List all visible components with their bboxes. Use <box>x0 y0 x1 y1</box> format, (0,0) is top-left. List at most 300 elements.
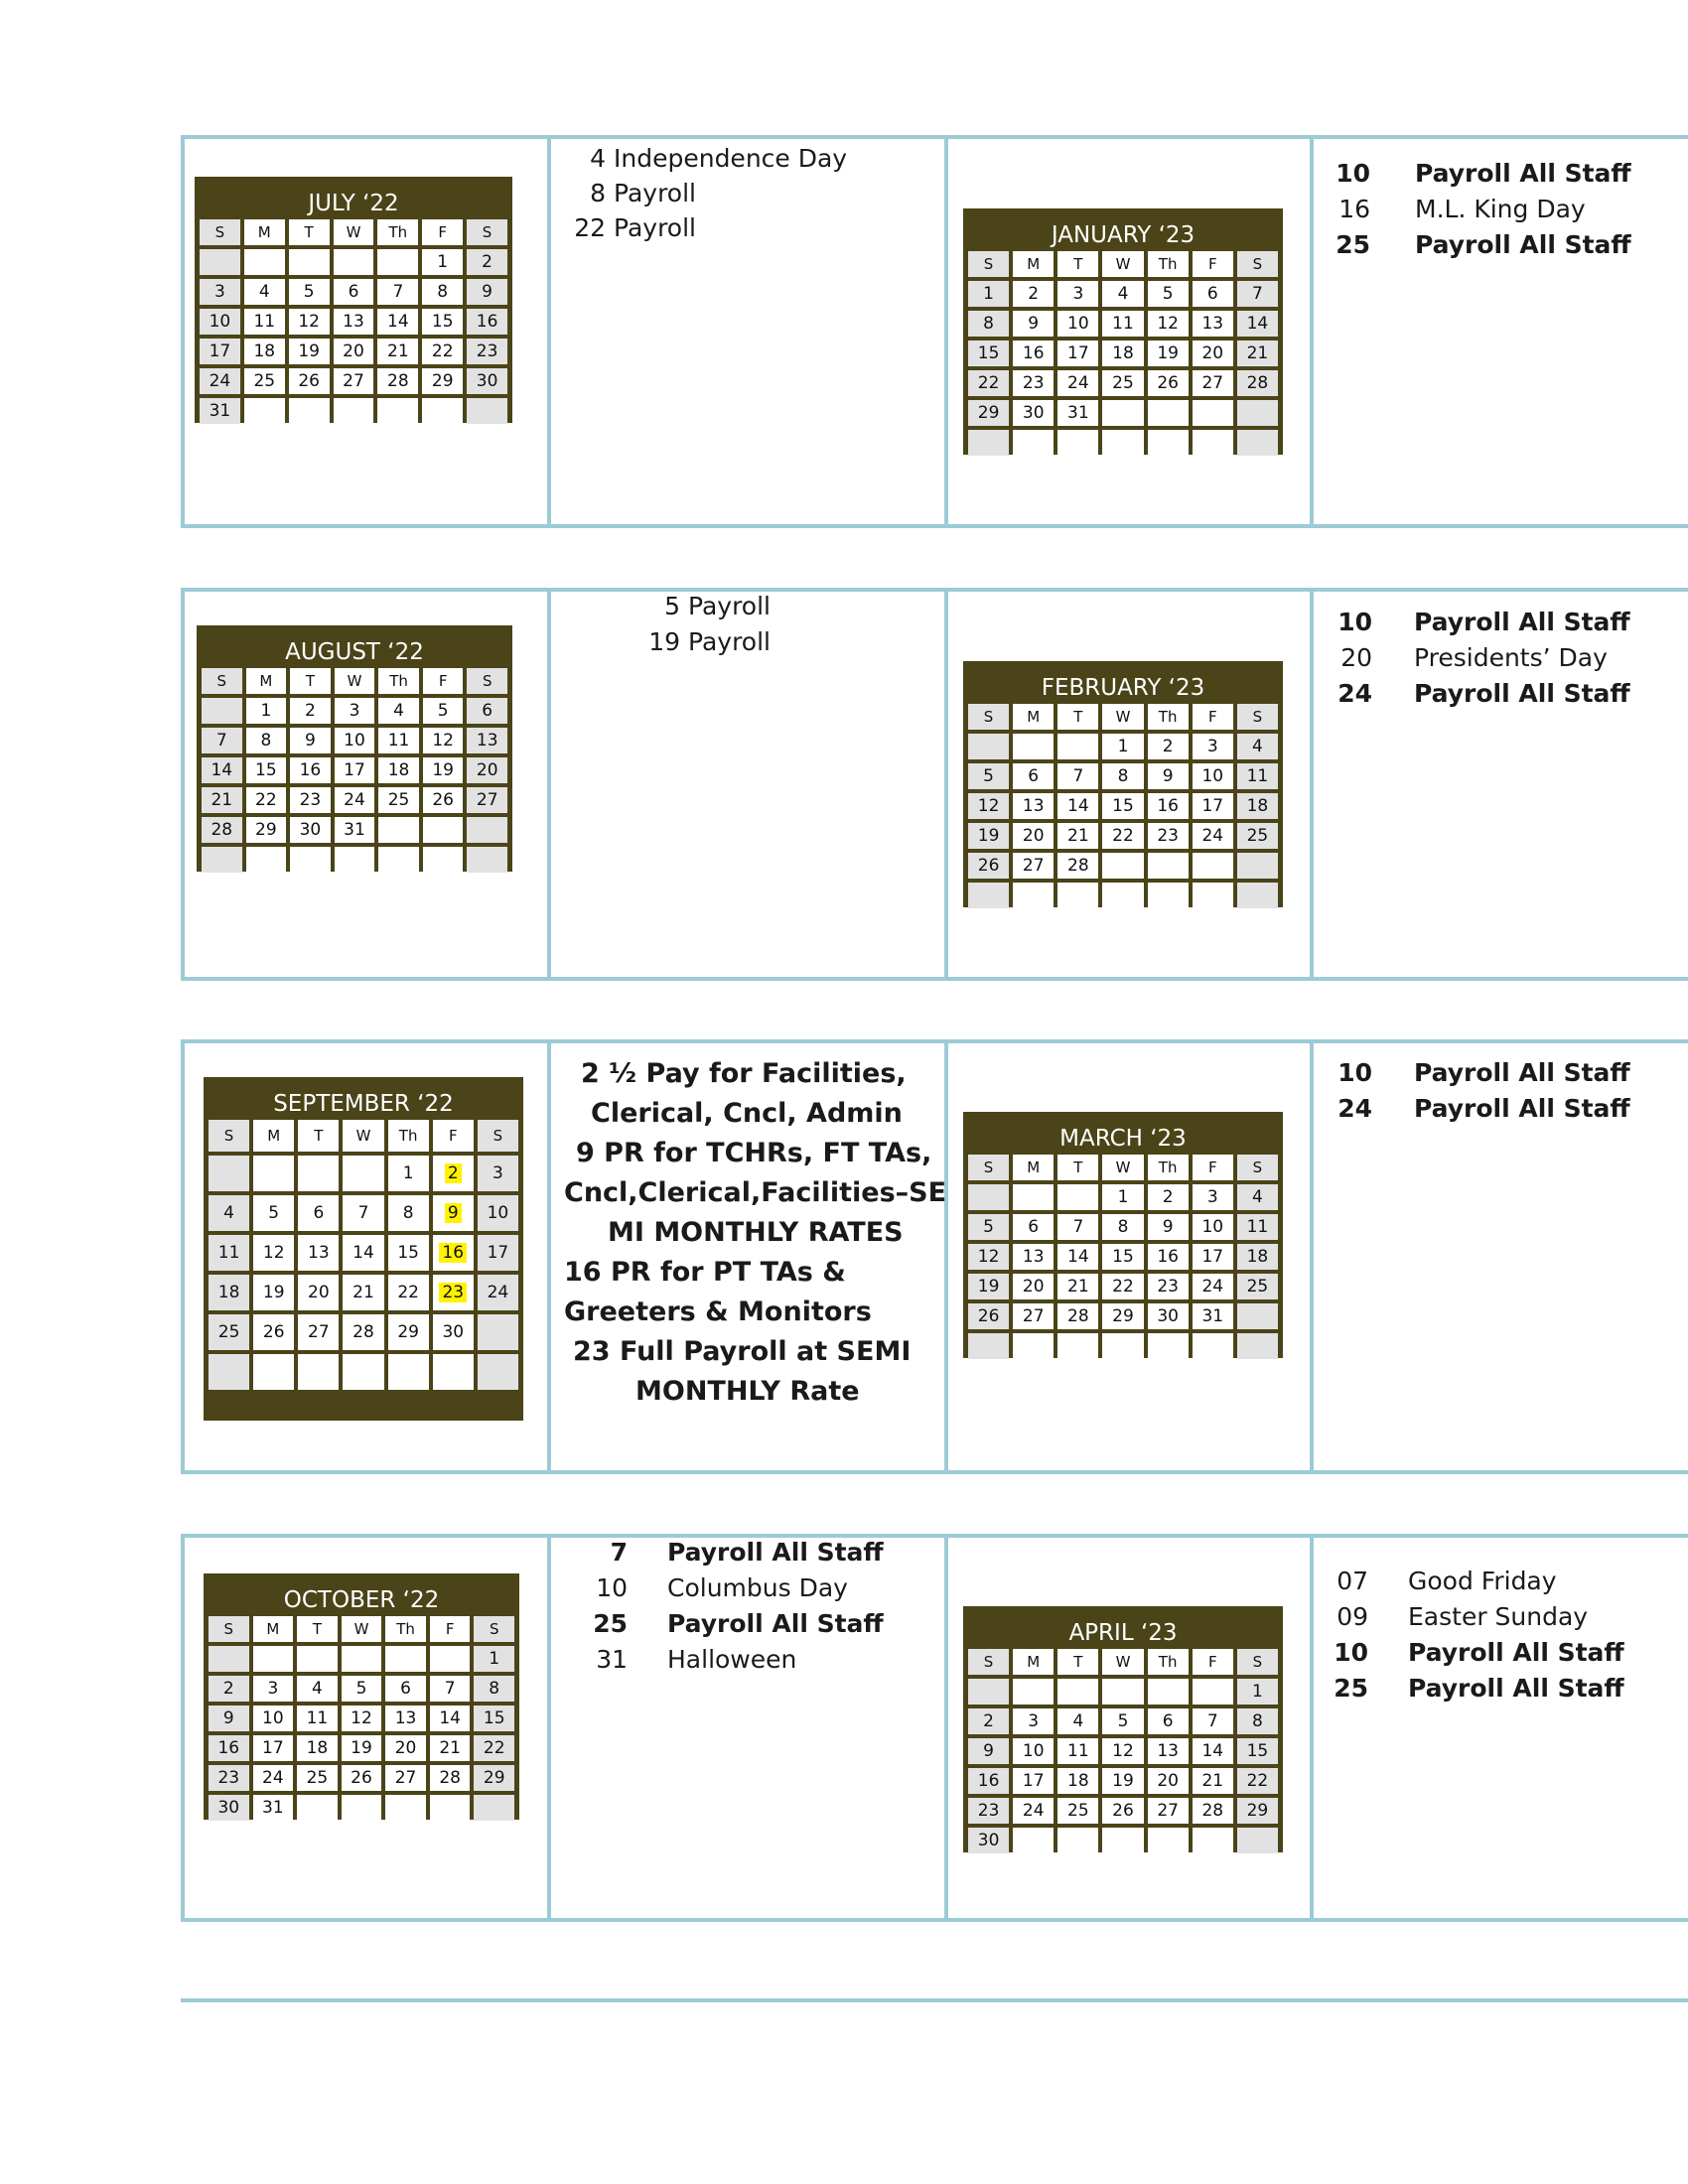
calendar-day <box>209 1314 249 1350</box>
calendar-day <box>335 698 375 724</box>
calendar-day <box>1013 1679 1054 1705</box>
calendar-day-number: 7 <box>1072 1217 1084 1237</box>
calendar-day-number: 18 <box>1246 796 1269 816</box>
events-march-2023 <box>1291 1058 1668 1148</box>
weekday-header: S <box>1237 1155 1278 1180</box>
calendar-day <box>1057 1738 1098 1764</box>
calendar-grid <box>200 219 507 424</box>
calendar-day-number: 24 <box>262 1768 284 1788</box>
weekday-header: S <box>968 251 1009 277</box>
calendar-day-number: 12 <box>1157 314 1179 334</box>
calendar-day <box>343 1195 383 1231</box>
calendar-day <box>298 1314 339 1350</box>
calendar-day <box>478 1314 518 1350</box>
calendar-day <box>1237 1274 1278 1299</box>
calendar-day <box>968 1214 1009 1240</box>
calendar-grid <box>968 1155 1278 1359</box>
calendar-day <box>385 1676 426 1702</box>
calendar-day <box>423 787 464 813</box>
calendar-day-number: 16 <box>1022 343 1045 363</box>
calendar-day-number: 15 <box>1112 1247 1134 1267</box>
calendar-day-number: 17 <box>262 1738 284 1758</box>
calendar-day <box>244 249 285 275</box>
calendar-day-number: 23 <box>217 1768 240 1788</box>
calendar-day-number: 20 <box>343 341 364 361</box>
calendar-day <box>1057 1708 1098 1734</box>
event-label: Presidents’ Day <box>1414 643 1608 672</box>
calendar-day <box>1013 1798 1054 1824</box>
calendar-day <box>388 1156 429 1191</box>
calendar-day-number: 22 <box>397 1283 419 1302</box>
calendar-day-number: 1 <box>437 252 449 272</box>
calendar-day-number: 19 <box>262 1283 285 1302</box>
calendar-day <box>202 728 242 753</box>
calendar-day-number: 19 <box>432 760 454 780</box>
calendar-day-number: 18 <box>1112 343 1134 363</box>
calendar-day <box>334 398 374 424</box>
calendar-day <box>377 368 418 394</box>
calendar-day-number: 13 <box>1201 314 1224 334</box>
event-day: 25 <box>1334 1674 1368 1703</box>
sep-note-line: Clerical, Cncl, Admin <box>591 1098 903 1129</box>
calendar-day-number: 4 <box>312 1679 323 1699</box>
calendar-day-number: 28 <box>211 820 233 840</box>
event-row <box>1291 1674 1668 1709</box>
calendar-day <box>1057 734 1098 759</box>
calendar-day <box>209 1795 249 1821</box>
event-day: 07 <box>1336 1567 1368 1595</box>
calendar-day <box>1148 341 1189 366</box>
calendar-day <box>1148 853 1189 879</box>
calendar-day-number: 24 <box>1022 1801 1045 1821</box>
calendar-day <box>467 309 507 335</box>
weekday-header: S <box>1237 704 1278 730</box>
calendar-day <box>1193 1679 1233 1705</box>
calendar-day <box>1193 1303 1233 1329</box>
event-day: 8 <box>590 179 606 207</box>
calendar-day <box>244 309 285 335</box>
calendar-day-number: 8 <box>1117 1217 1129 1237</box>
calendar-day <box>467 279 507 305</box>
calendar-day-number: 9 <box>222 1708 234 1728</box>
calendar-day <box>968 1828 1009 1853</box>
calendar-day-number: 11 <box>306 1708 329 1728</box>
calendar-day <box>298 1275 339 1310</box>
calendar-day-number: 3 <box>1206 737 1218 756</box>
weekday-header: M <box>1013 1155 1054 1180</box>
weekday-header: T <box>1057 1155 1098 1180</box>
calendar-day-number: 22 <box>977 373 1000 393</box>
event-day: 25 <box>1336 230 1370 259</box>
weekday-header: S <box>209 1120 249 1152</box>
calendar-day <box>209 1735 249 1761</box>
calendar-day <box>388 1235 429 1271</box>
calendar-day <box>1057 763 1098 789</box>
calendar-day-number: 28 <box>1067 856 1089 876</box>
event-row <box>556 213 914 248</box>
calendar-day-number: 21 <box>211 790 233 810</box>
calendar-day-number: 2 <box>222 1679 234 1699</box>
calendar-day <box>343 1354 383 1390</box>
calendar-day <box>297 1765 338 1791</box>
calendar-day-number: 25 <box>1112 373 1134 393</box>
calendar-day <box>968 883 1009 908</box>
calendar-day <box>378 728 419 753</box>
calendar-day <box>1193 823 1233 849</box>
calendar-title: JANUARY ‘23 <box>1051 222 1196 248</box>
calendar-day <box>423 757 464 783</box>
event-row <box>1291 1638 1668 1674</box>
calendar-day <box>335 847 375 873</box>
event-day: 25 <box>593 1609 628 1638</box>
calendar-day-number: 11 <box>217 1243 240 1263</box>
weekday-header: M <box>244 219 285 245</box>
event-day: 10 <box>1334 1638 1368 1667</box>
weekday-header: S <box>467 219 507 245</box>
calendar-day <box>335 817 375 843</box>
calendar-day <box>1148 430 1189 456</box>
weekday-header: M <box>246 668 287 694</box>
calendar-day-number: 17 <box>1067 343 1089 363</box>
weekday-header: F <box>422 219 463 245</box>
calendar-day <box>297 1676 338 1702</box>
calendar-day <box>1102 1828 1143 1853</box>
calendar-day <box>202 757 242 783</box>
calendar-day <box>1013 370 1054 396</box>
event-day: 24 <box>1337 1094 1372 1123</box>
calendar-day-number: 2 <box>1028 284 1040 304</box>
event-label: Payroll All Staff <box>1408 1674 1624 1703</box>
calendar-day-number: 9 <box>482 282 492 302</box>
calendar-grid <box>202 668 507 873</box>
calendar-day <box>289 249 330 275</box>
calendar-day-number: 22 <box>1246 1771 1269 1791</box>
calendar-day-number: 25 <box>306 1768 329 1788</box>
calendar-day-number: 20 <box>1201 343 1224 363</box>
calendar-title: FEBRUARY ‘23 <box>1041 675 1205 701</box>
calendar-day <box>200 249 240 275</box>
calendar-day <box>202 698 242 724</box>
calendar-day <box>1057 883 1098 908</box>
bottom-rule <box>181 1998 1688 2002</box>
calendar-day-number: 21 <box>1201 1771 1224 1791</box>
calendar-day-number: 20 <box>308 1283 330 1302</box>
calendar-day <box>1013 311 1054 337</box>
calendar-day-number: 8 <box>260 731 272 751</box>
calendar-day <box>253 1235 294 1271</box>
calendar-day <box>1102 1679 1143 1705</box>
calendar-day <box>1057 1214 1098 1240</box>
calendar-day <box>1057 1303 1098 1329</box>
calendar-day <box>253 1195 294 1231</box>
calendar-day-number: 17 <box>1201 1247 1224 1267</box>
calendar-day <box>1102 1798 1143 1824</box>
calendar-day <box>423 728 464 753</box>
calendar-day-number: 3 <box>1206 1187 1218 1207</box>
calendar-day <box>385 1735 426 1761</box>
calendar-day <box>1148 1679 1189 1705</box>
calendar-day-number: 10 <box>344 731 365 751</box>
calendar-title: OCTOBER ‘22 <box>283 1587 440 1613</box>
calendar-day-number: 5 <box>303 282 315 302</box>
weekday-header: S <box>1237 251 1278 277</box>
calendar-day <box>1057 430 1098 456</box>
calendar-day-number: 14 <box>1201 1741 1224 1761</box>
calendar-day-number: 11 <box>1112 314 1134 334</box>
calendar-day <box>334 249 374 275</box>
events-october-2022 <box>556 1538 914 1687</box>
calendar-day <box>377 339 418 364</box>
weekday-header: F <box>1193 704 1233 730</box>
calendar-day <box>1148 1184 1189 1210</box>
calendar-day <box>209 1235 249 1271</box>
calendar-day-number: 11 <box>1246 766 1269 786</box>
calendar-day-number: 31 <box>1201 1306 1224 1326</box>
calendar-day <box>1102 311 1143 337</box>
calendar-day-number: 8 <box>1252 1711 1263 1731</box>
calendar-day <box>253 1795 294 1821</box>
calendar-day-number: 14 <box>352 1243 374 1263</box>
calendar-day <box>430 1706 471 1731</box>
calendar-day <box>290 817 331 843</box>
calendar-day <box>244 398 285 424</box>
calendar-day-number: 11 <box>253 312 276 332</box>
calendar-day <box>968 763 1009 789</box>
weekday-header: M <box>253 1120 294 1152</box>
calendar-august-2022 <box>197 625 512 872</box>
calendar-day-number: 1 <box>983 284 994 304</box>
calendar-day <box>334 309 374 335</box>
calendar-day-number: 6 <box>1028 766 1040 786</box>
calendar-day-number: 21 <box>352 1283 374 1302</box>
calendar-day <box>335 728 375 753</box>
calendar-day <box>1102 370 1143 396</box>
calendar-day-number: 23 <box>1157 1277 1179 1297</box>
calendar-day <box>1148 1828 1189 1853</box>
event-row <box>556 179 914 213</box>
calendar-day-number: 31 <box>344 820 365 840</box>
weekday-header: S <box>202 668 242 694</box>
calendar-day <box>253 1765 294 1791</box>
calendar-day <box>335 787 375 813</box>
calendar-day <box>1057 281 1098 307</box>
event-label: Payroll All Staff <box>667 1538 884 1567</box>
calendar-day-number: 16 <box>1157 796 1179 816</box>
calendar-day <box>1237 281 1278 307</box>
calendar-day <box>244 279 285 305</box>
calendar-day-number: 2 <box>482 252 492 272</box>
calendar-day <box>1148 1244 1189 1270</box>
calendar-day-number: 19 <box>351 1738 372 1758</box>
calendar-day-number: 6 <box>400 1679 411 1699</box>
weekday-header: S <box>209 1616 249 1642</box>
calendar-day <box>433 1354 474 1390</box>
calendar-day <box>478 1275 518 1310</box>
calendar-day <box>290 698 331 724</box>
calendar-day <box>1237 1708 1278 1734</box>
weekday-header: S <box>200 219 240 245</box>
calendar-day <box>1013 1708 1054 1734</box>
weekday-header: F <box>433 1120 474 1152</box>
calendar-day <box>1013 1244 1054 1270</box>
event-row <box>1291 608 1668 643</box>
calendar-day <box>478 1354 518 1390</box>
event-day: 7 <box>610 1538 628 1567</box>
calendar-day <box>1193 430 1233 456</box>
calendar-day <box>1013 341 1054 366</box>
calendar-grid <box>209 1120 518 1390</box>
calendar-day <box>1193 370 1233 396</box>
calendar-day <box>430 1765 471 1791</box>
calendar-day <box>343 1156 383 1191</box>
calendar-day-number: 3 <box>1072 284 1084 304</box>
calendar-day-number: 20 <box>1157 1771 1179 1791</box>
calendar-day-number: 13 <box>1022 1247 1045 1267</box>
calendar-day <box>1057 793 1098 819</box>
calendar-day <box>1237 853 1278 879</box>
calendar-day-number: 23 <box>299 790 322 810</box>
calendar-day <box>1193 1214 1233 1240</box>
calendar-day-number: 4 <box>258 282 270 302</box>
calendar-day <box>1102 1244 1143 1270</box>
calendar-day <box>342 1795 382 1821</box>
calendar-day <box>1148 370 1189 396</box>
calendar-day <box>1148 1798 1189 1824</box>
calendar-day <box>200 309 240 335</box>
weekday-header: S <box>968 1155 1009 1180</box>
calendar-day-number: 12 <box>1112 1741 1134 1761</box>
calendar-day <box>377 398 418 424</box>
calendar-day-number: 24 <box>209 371 231 391</box>
calendar-day <box>1237 1768 1278 1794</box>
calendar-day <box>422 249 463 275</box>
calendar-day <box>1148 1274 1189 1299</box>
calendar-day-number: 6 <box>348 282 359 302</box>
calendar-day <box>388 1275 429 1310</box>
calendar-day-number: 6 <box>1162 1711 1174 1731</box>
calendar-day <box>385 1765 426 1791</box>
calendar-day-number: 25 <box>1067 1801 1089 1821</box>
sep-note-line: Cncl,Clerical,Facilities–SE <box>564 1177 947 1208</box>
weekday-header: W <box>1102 704 1143 730</box>
calendar-day <box>1193 1184 1233 1210</box>
calendar-day-number: 29 <box>431 371 454 391</box>
weekday-header: W <box>1102 1649 1143 1675</box>
calendar-day-number: 25 <box>1246 1277 1269 1297</box>
calendar-day-number: 29 <box>1246 1801 1269 1821</box>
calendar-day-number: 22 <box>1112 826 1134 846</box>
event-row <box>1291 1602 1668 1638</box>
calendar-day <box>1102 853 1143 879</box>
calendar-day-number: 23 <box>476 341 498 361</box>
calendar-day-number: 25 <box>1246 826 1269 846</box>
calendar-day <box>968 853 1009 879</box>
calendar-april-2023 <box>963 1606 1283 1852</box>
calendar-day-number: 5 <box>437 701 449 721</box>
calendar-day-number: 20 <box>1022 1277 1045 1297</box>
calendar-day <box>1193 1333 1233 1359</box>
calendar-day-number: 12 <box>432 731 454 751</box>
event-row <box>556 627 914 663</box>
calendar-day <box>1237 341 1278 366</box>
calendar-day <box>1193 1738 1233 1764</box>
event-row <box>1291 159 1668 195</box>
calendar-day-number: 28 <box>1067 1306 1089 1326</box>
calendar-day-number: 4 <box>393 701 404 721</box>
calendar-day <box>1193 1244 1233 1270</box>
calendar-day-number: 13 <box>394 1708 417 1728</box>
calendar-day <box>244 339 285 364</box>
calendar-day-number: 1 <box>1117 737 1129 756</box>
calendar-day <box>246 728 287 753</box>
calendar-day-number: 28 <box>1201 1801 1224 1821</box>
event-day: 24 <box>1337 679 1372 708</box>
calendar-day-number: 3 <box>349 701 360 721</box>
calendar-day <box>1102 1738 1143 1764</box>
calendar-day-number: 15 <box>397 1243 419 1263</box>
calendar-day <box>378 757 419 783</box>
calendar-day-number: 13 <box>1022 796 1045 816</box>
calendar-day <box>1148 734 1189 759</box>
calendar-day <box>430 1646 471 1672</box>
calendar-day <box>1102 1333 1143 1359</box>
calendar-day-number: 6 <box>1206 284 1218 304</box>
weekday-header: T <box>290 668 331 694</box>
weekday-header: T <box>298 1120 339 1152</box>
event-label: Payroll All Staff <box>667 1609 884 1638</box>
calendar-day-number: 3 <box>267 1679 279 1699</box>
calendar-day-number: 24 <box>344 790 365 810</box>
calendar-day-number: 14 <box>1246 314 1269 334</box>
calendar-day-number: 22 <box>1112 1277 1134 1297</box>
calendar-day-number: 1 <box>260 701 272 721</box>
calendar-september-2022 <box>204 1077 523 1421</box>
calendar-day <box>478 1156 518 1191</box>
calendar-day-number: 19 <box>977 826 1000 846</box>
calendar-day <box>1013 281 1054 307</box>
calendar-day <box>200 279 240 305</box>
calendar-day-number: 5 <box>355 1679 367 1699</box>
calendar-day-number: 16 <box>1157 1247 1179 1267</box>
event-label: Payroll <box>688 592 771 620</box>
event-day: 10 <box>596 1573 628 1602</box>
calendar-day-number: 2 <box>1162 737 1174 756</box>
weekday-header: W <box>342 1616 382 1642</box>
calendar-day <box>1193 1274 1233 1299</box>
event-day: 10 <box>1337 608 1372 636</box>
calendar-day <box>1013 763 1054 789</box>
calendar-day-number: 4 <box>1072 1711 1084 1731</box>
calendar-day <box>200 339 240 364</box>
calendar-day <box>253 1275 294 1310</box>
calendar-day-number: 14 <box>1067 796 1089 816</box>
weekday-header: F <box>1193 251 1233 277</box>
event-row <box>556 1645 914 1681</box>
calendar-day <box>474 1706 514 1731</box>
calendar-day-number: 18 <box>253 341 276 361</box>
calendar-day <box>968 1738 1009 1764</box>
calendar-day <box>377 249 418 275</box>
calendar-day <box>1057 1679 1098 1705</box>
calendar-day-number: 27 <box>1157 1801 1179 1821</box>
calendar-day <box>377 279 418 305</box>
calendar-day <box>378 787 419 813</box>
calendar-day <box>467 249 507 275</box>
calendar-day <box>968 734 1009 759</box>
calendar-day <box>244 368 285 394</box>
calendar-day-number: 27 <box>1022 1306 1045 1326</box>
calendar-day-number: 13 <box>476 731 498 751</box>
